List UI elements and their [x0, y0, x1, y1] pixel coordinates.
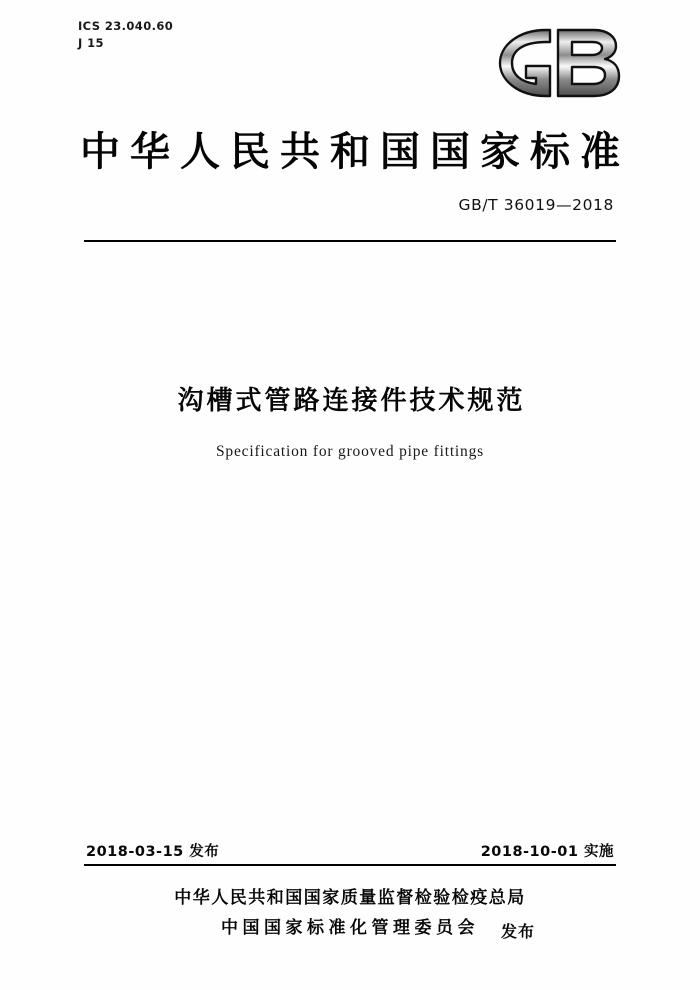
publisher-row-2: [221, 914, 536, 942]
issue-date: 2018-03-15 发布: [86, 844, 220, 860]
ics-block: [78, 18, 173, 52]
effective-date: 2018-10-01 实施: [480, 844, 614, 860]
standard-number: GB/T 36019—2018: [458, 196, 614, 214]
publisher-block: [0, 884, 700, 942]
publisher-line-1: 中华人民共和国国家质量监督检验检疫总局: [174, 888, 526, 908]
ics-code: ICS 23.040.60: [78, 19, 174, 33]
gb-logo: [490, 22, 628, 104]
document-title-english: Specification for grooved pipe fittings: [216, 443, 484, 460]
national-standard-title: 中华人民共和国国家标准: [80, 129, 630, 175]
divider-top: [84, 240, 616, 242]
classification-code: J 15: [78, 36, 104, 50]
publisher-action-label: 发布: [501, 922, 536, 941]
divider-bottom: [84, 864, 616, 866]
document-title-chinese: 沟槽式管路连接件技术规范: [177, 386, 526, 416]
publisher-line-2: 中国国家标准化管理委员会: [221, 918, 479, 938]
